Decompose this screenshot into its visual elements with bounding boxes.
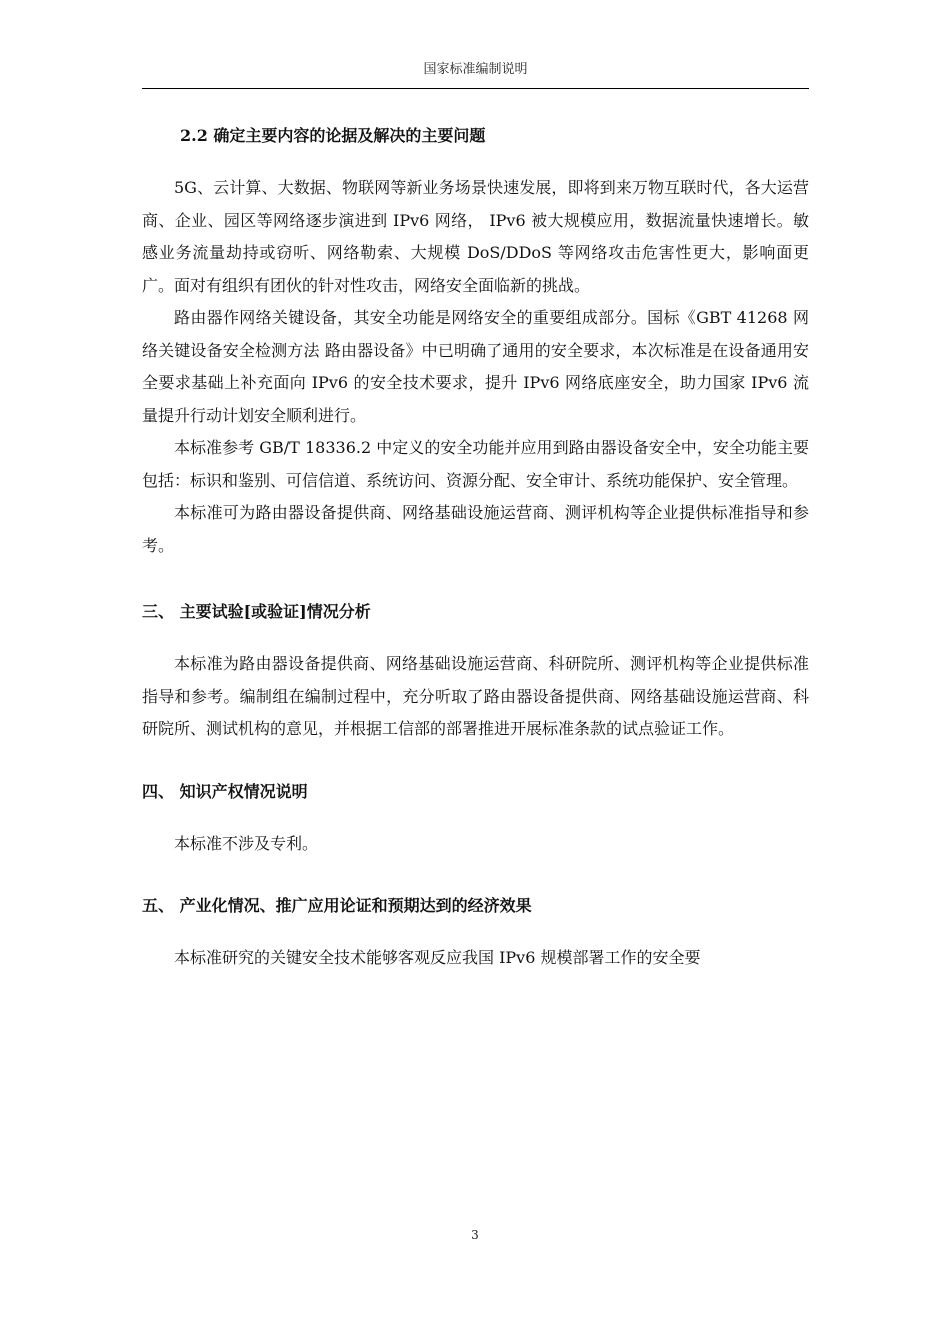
page-number: 3: [471, 1228, 479, 1242]
section-3-heading: 三、 主要试验[或验证]情况分析: [142, 602, 371, 621]
header-title: 国家标准编制说明: [423, 62, 528, 77]
page-footer: [0, 1228, 950, 1242]
page-header: [142, 60, 809, 89]
section-3-paragraph-1: 本标准为路由器设备提供商、网络基础设施运营商、科研院所、测评机构等企业提供标准指导和参考。编制组在编制过程中，充分听取了路由器设备提供商、网络基础设施运营商、科研院所、测试机构的意见，并根据工信部的部署推进开展标准条款的试点验证工作。: [142, 654, 809, 738]
section-2-2-heading: 2.2 确定主要内容的论据及解决的主要问题: [180, 126, 486, 145]
section-4-paragraph-1: 本标准不涉及专利。: [174, 833, 319, 853]
section-2-2-paragraph-1: 5G、云计算、大数据、物联网等新业务场景快速发展，即将到来万物互联时代，各大运营商、企业、园区等网络逐步演进到 IPv6 网络， IPv6 被大规模应用，数据流量快速增长。敏感业务流量劫持或窃听、网络勒索、大规模 DoS/DDoS 等网络攻击危害性更大，影响面更广。面对有组织有团伙的针对性攻击，网络安全面临新的挑战。: [142, 178, 809, 295]
section-2-2-paragraph-3: 本标准参考 GB/T 18336.2 中定义的安全功能并应用到路由器设备安全中，安全功能主要包括：标识和鉴别、可信信道、系统访问、资源分配、安全审计、系统功能保护、安全管理。: [142, 438, 809, 490]
section-4-heading: 四、 知识产权情况说明: [142, 781, 308, 801]
document-body: [142, 110, 809, 975]
section-5-paragraph-1: 本标准研究的关键安全技术能够客观反应我国 IPv6 规模部署工作的安全要: [174, 948, 701, 967]
section-5-heading: 五、 产业化情况、推广应用论证和预期达到的经济效果: [142, 896, 532, 915]
section-2-2-paragraph-2: 路由器作网络关键设备，其安全功能是网络安全的重要组成部分。国标《GBT 41268 网络关键设备安全检测方法 路由器设备》中已明确了通用的安全要求，本次标准是在设备通用安全要求基础上补充面向 IPv6 的安全技术要求，提升 IPv6 网络底座安全，助力国家 IPv6 流量提升行动计划安全顺利进行。: [142, 308, 809, 425]
section-2-2-paragraph-4: 本标准可为路由器设备提供商、网络基础设施运营商、测评机构等企业提供标准指导和参考。: [142, 503, 809, 555]
